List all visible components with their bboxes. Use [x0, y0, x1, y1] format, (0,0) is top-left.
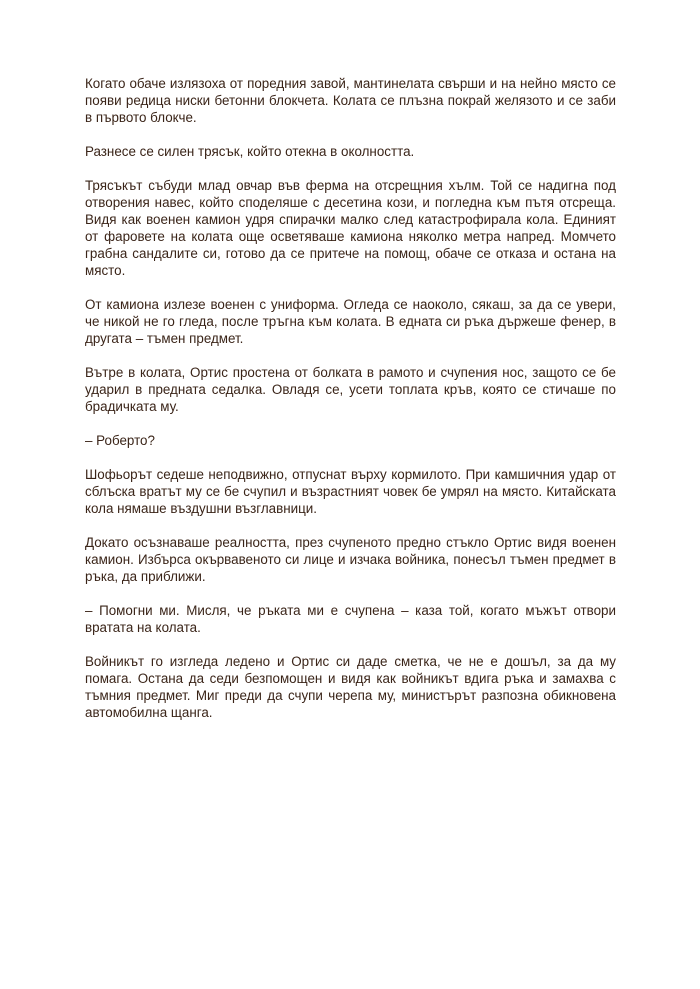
paragraph-2: Разнесе се силен трясък, който отекна в околността. — [85, 144, 415, 159]
paragraph-9-dialogue: – Помогни ми. Мисля, че ръката ми е счупена – каза той, когато мъжът отвори вратата на колата. — [85, 603, 616, 635]
paragraph-1: Когато обаче излязоха от поредния завой, мантинелата свърши и на нейно място се появи редица ниски бетонни блокчета. Колата се плъзна покрай желязото и се заби в първото блокче. — [85, 76, 616, 125]
paragraph-6-dialogue: – Роберто? — [85, 433, 155, 448]
paragraph-5: Вътре в колата, Ортис простена от болката в рамото и счупения нос, защото се бе ударил в предната седалка. Овладя се, усети топлата кръв, която се стичаше по брадичката му. — [85, 365, 616, 414]
paragraph-4: От камиона излезе военен с униформа. Огледа се наоколо, сякаш, за да се увери, че никой не го гледа, после тръгна към колата. В едната си ръка държеше фенер, в другата – тъмен предмет. — [85, 297, 616, 346]
paragraph-8: Докато осъзнаваше реалността, през счупеното предно стъкло Ортис видя военен камион. Избърса окървавеното си лице и изчака войника, понесъл тъмен предмет в ръка, да приближи. — [85, 535, 616, 584]
paragraph-7: Шофьорът седеше неподвижно, отпуснат върху кормилото. При камшичния удар от сблъска вратът му се бе счупил и възрастният човек бе умрял на място. Китайската кола нямаше въздушни възглавници. — [85, 467, 616, 516]
document-body — [85, 75, 616, 738]
paragraph-10: Войникът го изгледа ледено и Ортис си даде сметка, че не е дошъл, за да му помага. Остана да седи безпомощен и видя как войникът вдига ръка и замахва с тъмния предмет. Миг преди да счупи черепа му, министърът разпозна обикновена автомобилна щанга. — [85, 654, 616, 720]
paragraph-3: Трясъкът събуди млад овчар във ферма на отсрещния хълм. Той се надигна под отворения навес, който споделяше с десетина кози, и погледна към пътя отсреща. Видя как военен камион удря спирачки малко след катастрофирала кола. Единият от фаровете на колата още осветяваше камиона няколко метра напред. Момчето грабна сандалите си, готово да се притече на помощ, обаче се отказа и остана на място. — [85, 178, 616, 278]
